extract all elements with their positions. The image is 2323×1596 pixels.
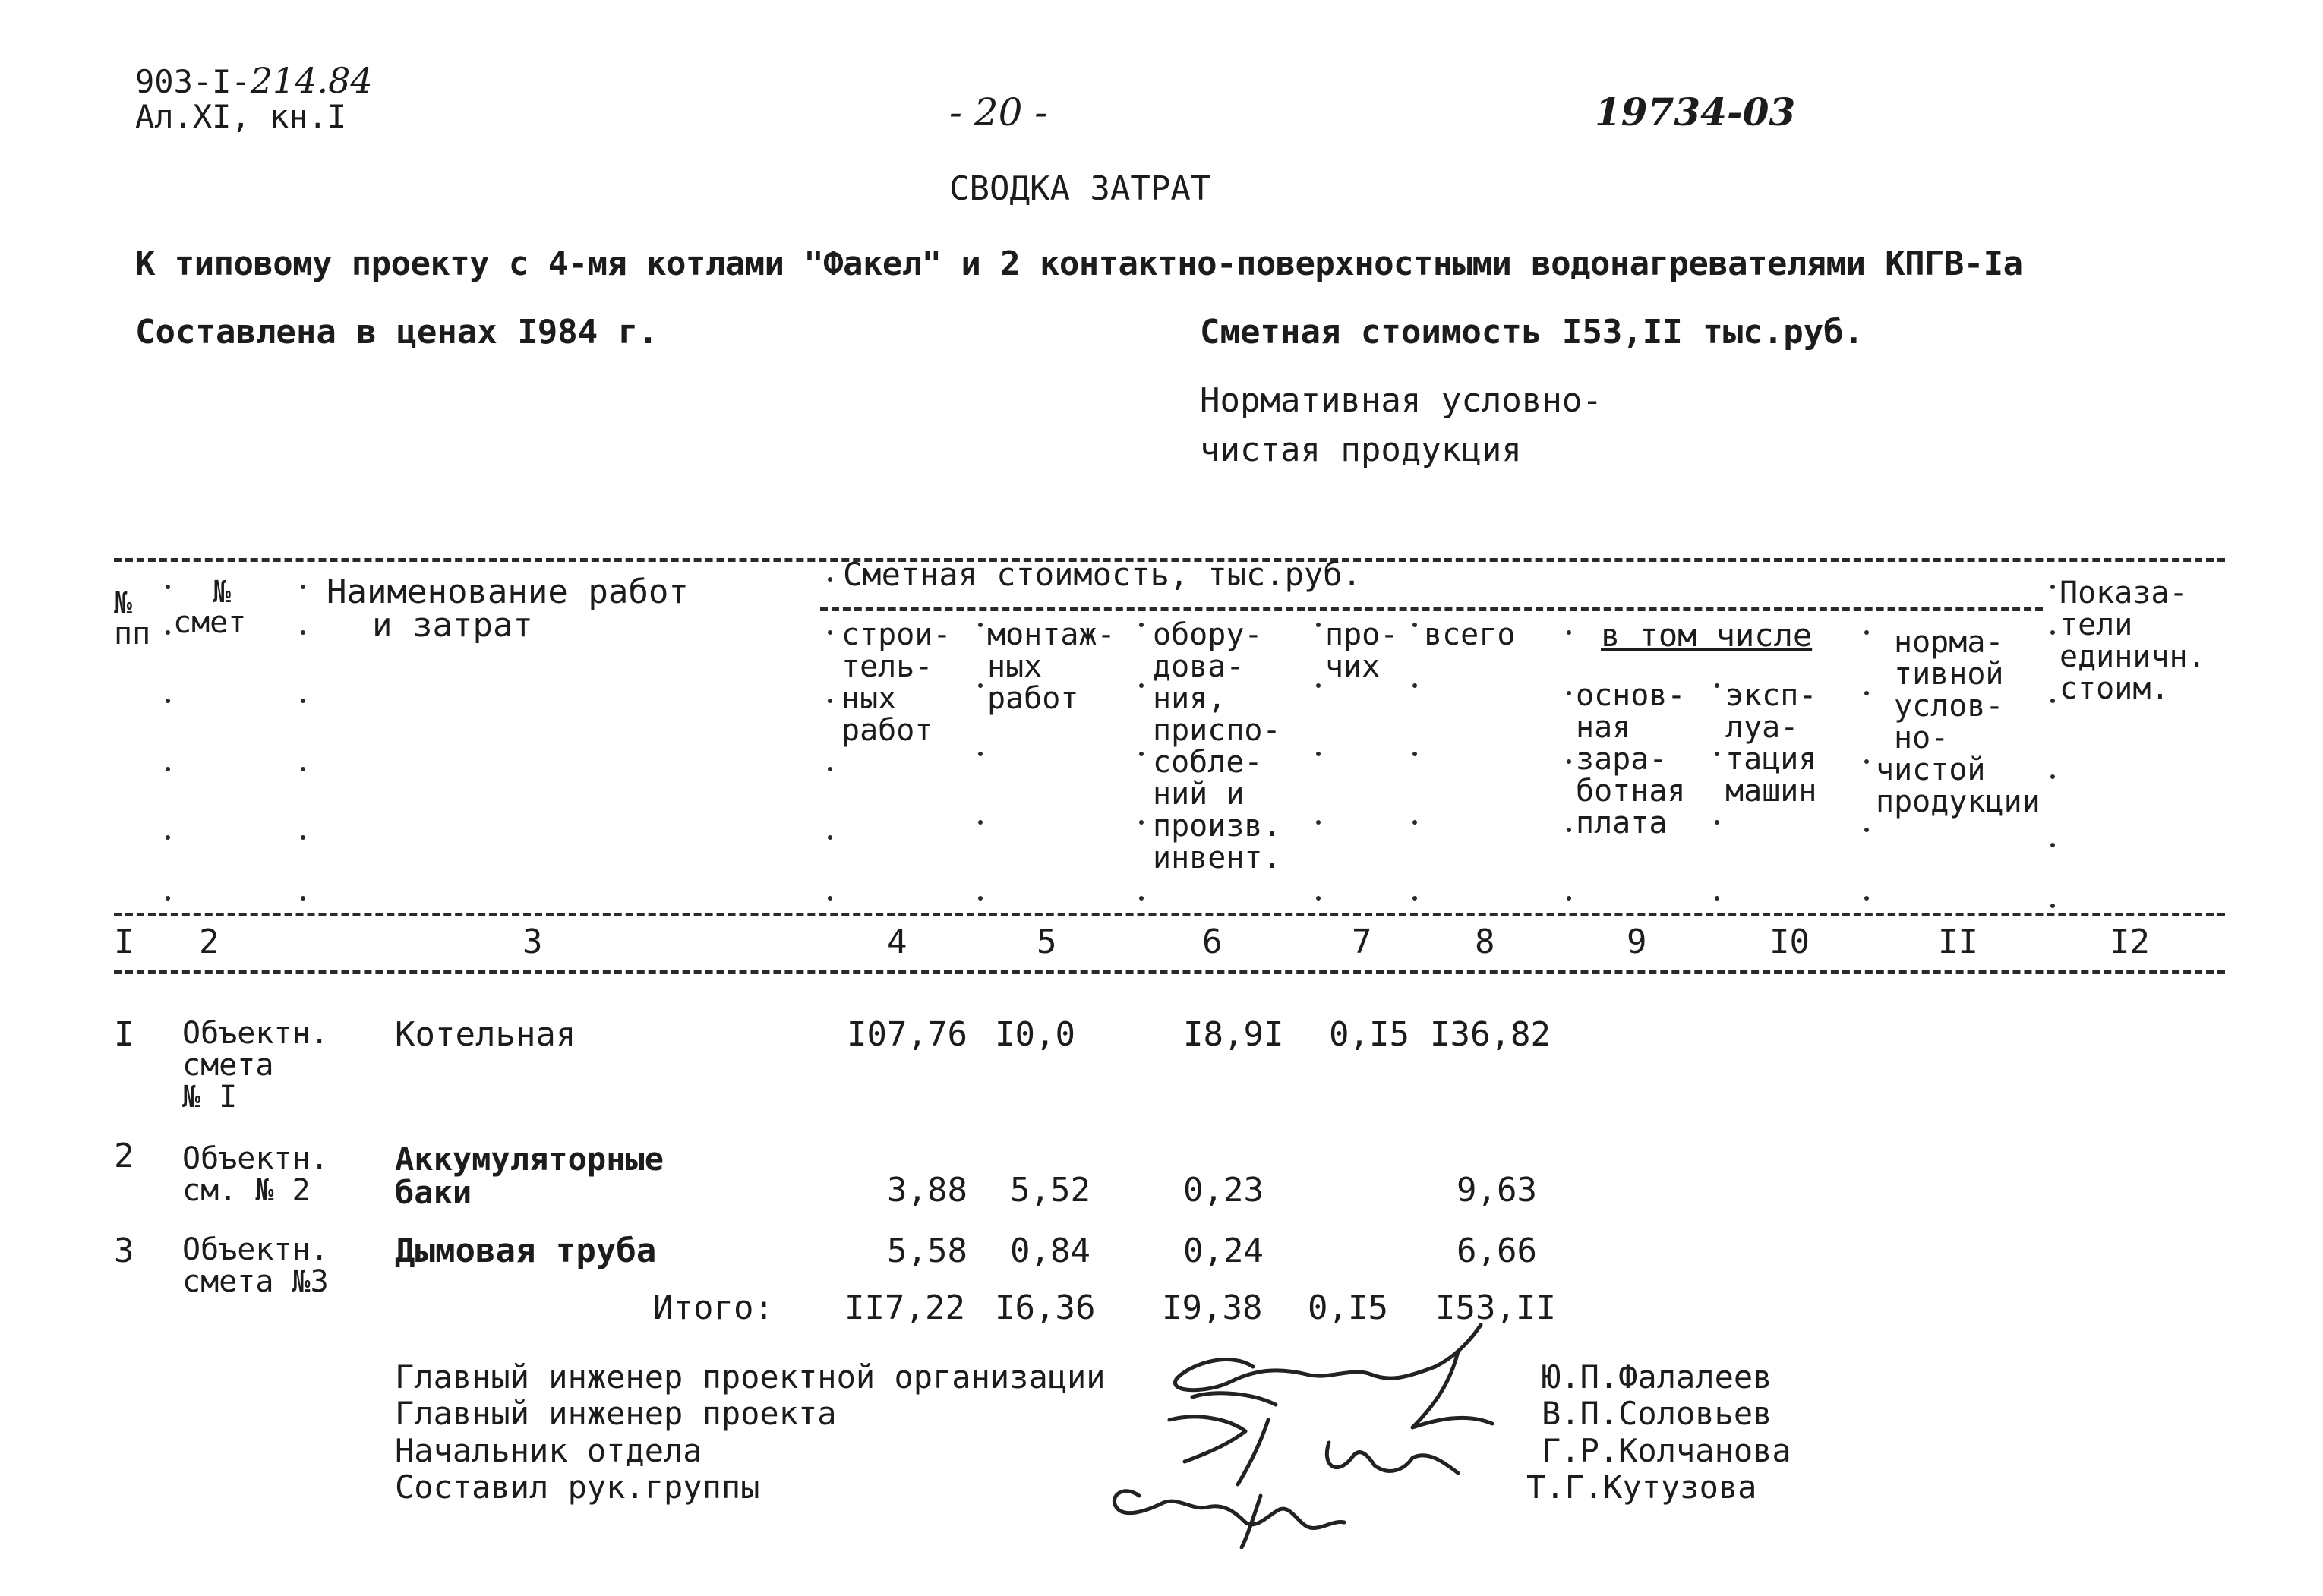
table-cell: I36,82 (1430, 1015, 1551, 1054)
col-number: I0 (1769, 923, 1810, 961)
signature-role: Главный инженер проекта (395, 1395, 837, 1433)
total-cell: I9,38 (1162, 1288, 1263, 1327)
header-col-7: про- чих (1325, 617, 1399, 684)
header-col-4: строи- тель- ных работ (841, 617, 952, 748)
table-row-smet: Объектн. смета № I (182, 1016, 329, 1115)
header-col-12: Показа- тели единичн. стоим. (2059, 576, 2206, 706)
table-cell: 0,24 (1183, 1232, 1264, 1270)
signature-names (1526, 1358, 1791, 1506)
header-col-8: всего (1424, 617, 1516, 652)
col-separator (1864, 630, 1869, 911)
header-col-11: норма- тивной услов- но- чистой продукции (1876, 625, 2041, 819)
header-group-cost: Сметная стоимость, тыс.руб. (843, 556, 1362, 593)
col-number: I2 (2110, 923, 2150, 961)
prices-line: Составлена в ценах I984 г. (135, 313, 658, 352)
col-separator (166, 585, 170, 904)
table-row-name: Котельная (395, 1015, 576, 1054)
table-row-smet: Объектн. смета №3 (182, 1232, 329, 1299)
table-cell: I07,76 (847, 1015, 967, 1054)
handwritten-signatures-drawing (1078, 1321, 1504, 1549)
table-cell: 5,52 (1010, 1171, 1090, 1210)
subtitle: К типовому проекту с 4-мя котлами "Факел" и 2 контактно-поверхностными водонагревателями КПГВ-Iа (135, 244, 2023, 283)
col-number: 7 (1352, 923, 1372, 961)
col-separator (1567, 630, 1571, 911)
col-number: I (114, 923, 134, 961)
estimate-cost: Сметная стоимость I53,II тыс.руб. (1200, 313, 1864, 352)
table-cell: 0,23 (1183, 1171, 1264, 1210)
col-separator (978, 623, 983, 911)
album-reference: Ал.XI, кн.I (135, 98, 347, 135)
signature-role: Главный инженер проектной организации (395, 1358, 1106, 1396)
col-number: 3 (522, 923, 543, 961)
document-code-printed: 903-I- (135, 63, 251, 100)
table-row-smet: Объектн. см. № 2 (182, 1141, 329, 1208)
table-cell: 5,58 (887, 1232, 967, 1270)
table-numbers-rule (114, 970, 2225, 974)
total-cell: I6,36 (995, 1288, 1096, 1327)
total-cell: II7,22 (844, 1288, 965, 1327)
document-code-handwritten: 214.84 (250, 60, 373, 101)
signature-role: Составил рук.группы (395, 1468, 760, 1506)
signature-name: Г.Р.Колчанова (1542, 1431, 1791, 1469)
signature-role: Начальник отдела (395, 1431, 702, 1469)
page-title: СВОДКА ЗАТРАТ (949, 169, 1211, 208)
col-number: 5 (1037, 923, 1057, 961)
table-cell: I8,9I (1183, 1015, 1284, 1054)
col-separator (1412, 623, 1417, 911)
table-cell: 3,88 (887, 1171, 967, 1210)
table-header-rule (114, 913, 2225, 916)
table-cell: 6,66 (1457, 1232, 1537, 1270)
table-row-name: Дымовая труба (395, 1232, 657, 1270)
col-separator (1715, 683, 1719, 911)
document-number: 19734-03 (1595, 90, 1796, 134)
page-number: - 20 - (949, 90, 1048, 134)
signature-name: Ю.П.Фалалеев (1542, 1358, 1772, 1396)
col-separator (2050, 585, 2055, 911)
total-label: Итого: (653, 1288, 774, 1327)
total-cell: I53,II (1435, 1288, 1556, 1327)
normative-line-2: чистая продукция (1200, 431, 1522, 469)
table-group-rule (820, 607, 2043, 611)
col-number: II (1938, 923, 1978, 961)
table-row-number: 3 (114, 1232, 134, 1270)
col-separator (301, 585, 305, 904)
col-separator (1316, 623, 1321, 911)
header-col-5: монтаж- ных работ (987, 617, 1116, 716)
signature-name: В.П.Соловьев (1542, 1395, 1772, 1433)
total-cell: 0,I5 (1308, 1288, 1388, 1327)
document-code (135, 62, 373, 99)
table-cell: 9,63 (1457, 1171, 1537, 1210)
col-number: 8 (1475, 923, 1495, 961)
col-separator (828, 577, 832, 911)
signature-roles (395, 1359, 1106, 1506)
table-row-name: Аккумуляторные баки (395, 1140, 664, 1212)
table-cell: I0,0 (995, 1015, 1075, 1054)
header-col-smet: № смет (173, 575, 247, 640)
table-row-number: 2 (114, 1137, 134, 1175)
header-col-no: № пп (114, 586, 151, 651)
header-col-9: основ- ная зара- ботная плата (1576, 678, 1686, 841)
signature-name: Т.Г.Кутузова (1526, 1468, 1757, 1506)
table-cell: 0,84 (1010, 1232, 1090, 1270)
normative-line-1: Нормативная условно- (1200, 381, 1602, 420)
table-row-number: I (114, 1015, 134, 1054)
header-group-including: в том числе (1601, 617, 1813, 654)
header-col-6: обору- дова- ния, приспо- собле- ний и произв. инвент. (1153, 617, 1281, 875)
col-number: 9 (1627, 923, 1647, 961)
table-cell: 0,I5 (1329, 1015, 1409, 1054)
col-number: 6 (1202, 923, 1223, 961)
header-col-10: эксп- луа- тация машин (1725, 678, 1817, 809)
col-number: 4 (887, 923, 907, 961)
header-col-name: Наименование работ и затрат (327, 572, 689, 645)
col-separator (1139, 623, 1144, 911)
col-number: 2 (199, 923, 219, 961)
